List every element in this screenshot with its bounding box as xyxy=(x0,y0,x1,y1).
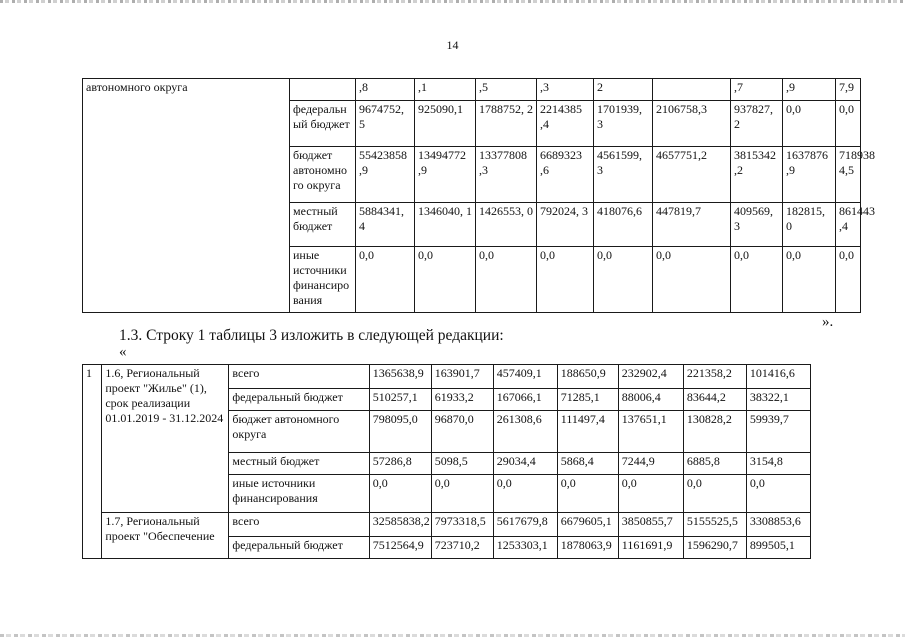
value-cell: 2106758,3 xyxy=(653,101,731,147)
value-cell: 182815, 0 xyxy=(783,203,836,247)
scan-bottom-edge xyxy=(0,634,905,637)
value-cell: 937827, 2 xyxy=(731,101,783,147)
value-cell: 899505,1 xyxy=(746,537,810,559)
value-cell: 798095,0 xyxy=(369,411,431,453)
value-cell: 1788752, 2 xyxy=(476,101,537,147)
value-cell: 0,0 xyxy=(618,475,683,513)
value-cell: 0,0 xyxy=(683,475,746,513)
value-cell: ,1 xyxy=(415,79,476,101)
value-cell: 0,0 xyxy=(493,475,557,513)
value-cell: 457409,1 xyxy=(493,365,557,389)
value-cell: 1365638,9 xyxy=(369,365,431,389)
value-cell: 409569, 3 xyxy=(731,203,783,247)
value-cell: 38322,1 xyxy=(746,389,810,411)
value-cell: 6679605,1 xyxy=(557,513,618,537)
row-label xyxy=(83,147,290,203)
funding-table-body xyxy=(83,79,875,313)
value-cell: 0,0 xyxy=(746,475,810,513)
value-cell: 0,0 xyxy=(537,247,594,313)
value-cell: ,7 xyxy=(731,79,783,101)
value-cell: ,3 xyxy=(537,79,594,101)
row-label xyxy=(83,203,290,247)
table-row xyxy=(83,365,811,389)
value-cell: 0,0 xyxy=(557,475,618,513)
value-cell: 3850855,7 xyxy=(618,513,683,537)
funding-source: федеральн ый бюджет xyxy=(290,101,356,147)
project-name: 1.6, Региональный проект "Жилье" (1), срок реализации 01.01.2019 - 31.12.2024 xyxy=(102,365,229,513)
value-cell: 1161691,9 xyxy=(618,537,683,559)
value-cell: 3815342 ,2 xyxy=(731,147,783,203)
funding-source: федеральный бюджет xyxy=(229,389,369,411)
value-cell: 59939,7 xyxy=(746,411,810,453)
funding-source: местный бюджет xyxy=(229,453,369,475)
value-cell: 88006,4 xyxy=(618,389,683,411)
value-cell: 55423858 ,9 xyxy=(356,147,415,203)
funding-source: всего xyxy=(229,365,369,389)
value-cell: ,8 xyxy=(356,79,415,101)
funding-table-continued xyxy=(82,78,875,313)
value-cell: 188650,9 xyxy=(557,365,618,389)
value-cell: 0,0 xyxy=(783,101,836,147)
value-cell: 13377808 ,3 xyxy=(476,147,537,203)
value-cell: 96870,0 xyxy=(431,411,493,453)
value-cell: 723710,2 xyxy=(431,537,493,559)
table-row xyxy=(83,513,811,537)
value-cell: 1637876 ,9 xyxy=(783,147,836,203)
value-cell: 57286,8 xyxy=(369,453,431,475)
value-cell: 0,0 xyxy=(836,101,861,147)
value-cell: ,5 xyxy=(476,79,537,101)
value-cell: 861443 ,4 xyxy=(836,203,861,247)
value-cell: 261308,6 xyxy=(493,411,557,453)
value-cell: 13494772 ,9 xyxy=(415,147,476,203)
value-cell: 0,0 xyxy=(431,475,493,513)
value-cell: 1878063,9 xyxy=(557,537,618,559)
value-cell: 1701939, 3 xyxy=(594,101,653,147)
value-cell: 61933,2 xyxy=(431,389,493,411)
row-label xyxy=(83,247,290,313)
value-cell: 5098,5 xyxy=(431,453,493,475)
value-cell: 447819,7 xyxy=(653,203,731,247)
value-cell: 221358,2 xyxy=(683,365,746,389)
value-cell: 718938 4,5 xyxy=(836,147,861,203)
value-cell: 167066,1 xyxy=(493,389,557,411)
value-cell: 0,0 xyxy=(836,247,861,313)
value-cell: 0,0 xyxy=(783,247,836,313)
value-cell: 0,0 xyxy=(369,475,431,513)
value-cell: 418076,6 xyxy=(594,203,653,247)
value-cell: 111497,4 xyxy=(557,411,618,453)
funding-source xyxy=(290,79,356,101)
value-cell: 83644,2 xyxy=(683,389,746,411)
value-cell: 1596290,7 xyxy=(683,537,746,559)
value-cell: 0,0 xyxy=(653,247,731,313)
value-cell: 1253303,1 xyxy=(493,537,557,559)
row-label: автономного округа xyxy=(83,79,290,101)
scan-top-edge xyxy=(0,0,905,3)
value-cell: 7244,9 xyxy=(618,453,683,475)
funding-source: бюджет автономно го округа xyxy=(290,147,356,203)
table-row xyxy=(83,247,861,313)
value-cell: 6689323 ,6 xyxy=(537,147,594,203)
value-cell: 510257,1 xyxy=(369,389,431,411)
row-label xyxy=(83,101,290,147)
table-row xyxy=(83,101,861,147)
value-cell: 3154,8 xyxy=(746,453,810,475)
table3-row1 xyxy=(82,364,811,559)
value-cell: 71285,1 xyxy=(557,389,618,411)
value-cell: 130828,2 xyxy=(683,411,746,453)
value-cell: 925090,1 xyxy=(415,101,476,147)
value-cell: 5868,4 xyxy=(557,453,618,475)
value-cell: 0,0 xyxy=(476,247,537,313)
page-number: 14 xyxy=(446,38,459,52)
section-heading: 1.3. Строку 1 таблицы 3 изложить в следующей редакции: xyxy=(119,327,504,344)
project-name: 1.7, Региональный проект "Обеспечение xyxy=(102,513,229,559)
value-cell: 137651,1 xyxy=(618,411,683,453)
value-cell: 1426553, 0 xyxy=(476,203,537,247)
value-cell: 4657751,2 xyxy=(653,147,731,203)
value-cell: 5617679,8 xyxy=(493,513,557,537)
value-cell: ,9 xyxy=(783,79,836,101)
value-cell: 101416,6 xyxy=(746,365,810,389)
value-cell: 2 xyxy=(594,79,653,101)
table-row xyxy=(83,147,861,203)
value-cell: 7,9 xyxy=(836,79,861,101)
value-cell: 2214385 ,4 xyxy=(537,101,594,147)
closing-quote: ». xyxy=(822,314,834,330)
value-cell: 1346040, 1 xyxy=(415,203,476,247)
value-cell: 7512564,9 xyxy=(369,537,431,559)
table-row xyxy=(83,79,861,101)
value-cell: 7973318,5 xyxy=(431,513,493,537)
funding-source: иные источники финансиро вания xyxy=(290,247,356,313)
funding-source: федеральный бюджет xyxy=(229,537,369,559)
opening-quote: « xyxy=(119,344,127,360)
value-cell: 9674752, 5 xyxy=(356,101,415,147)
value-cell: 32585838,2 xyxy=(369,513,431,537)
value-cell: 232902,4 xyxy=(618,365,683,389)
value-cell xyxy=(653,79,731,101)
value-cell: 5155525,5 xyxy=(683,513,746,537)
value-cell: 6885,8 xyxy=(683,453,746,475)
value-cell: 792024, 3 xyxy=(537,203,594,247)
value-cell: 0,0 xyxy=(415,247,476,313)
value-cell: 4561599, 3 xyxy=(594,147,653,203)
funding-source: иные источники финансирования xyxy=(229,475,369,513)
value-cell: 0,0 xyxy=(356,247,415,313)
value-cell: 29034,4 xyxy=(493,453,557,475)
value-cell: 0,0 xyxy=(731,247,783,313)
value-cell: 0,0 xyxy=(594,247,653,313)
table-row xyxy=(83,203,861,247)
value-cell: 163901,7 xyxy=(431,365,493,389)
funding-source: местный бюджет xyxy=(290,203,356,247)
value-cell: 5884341, 4 xyxy=(356,203,415,247)
row-number: 1 xyxy=(83,365,102,559)
value-cell: 3308853,6 xyxy=(746,513,810,537)
funding-source: бюджет автономного округа xyxy=(229,411,369,453)
table3-body xyxy=(83,365,811,559)
funding-source: всего xyxy=(229,513,369,537)
